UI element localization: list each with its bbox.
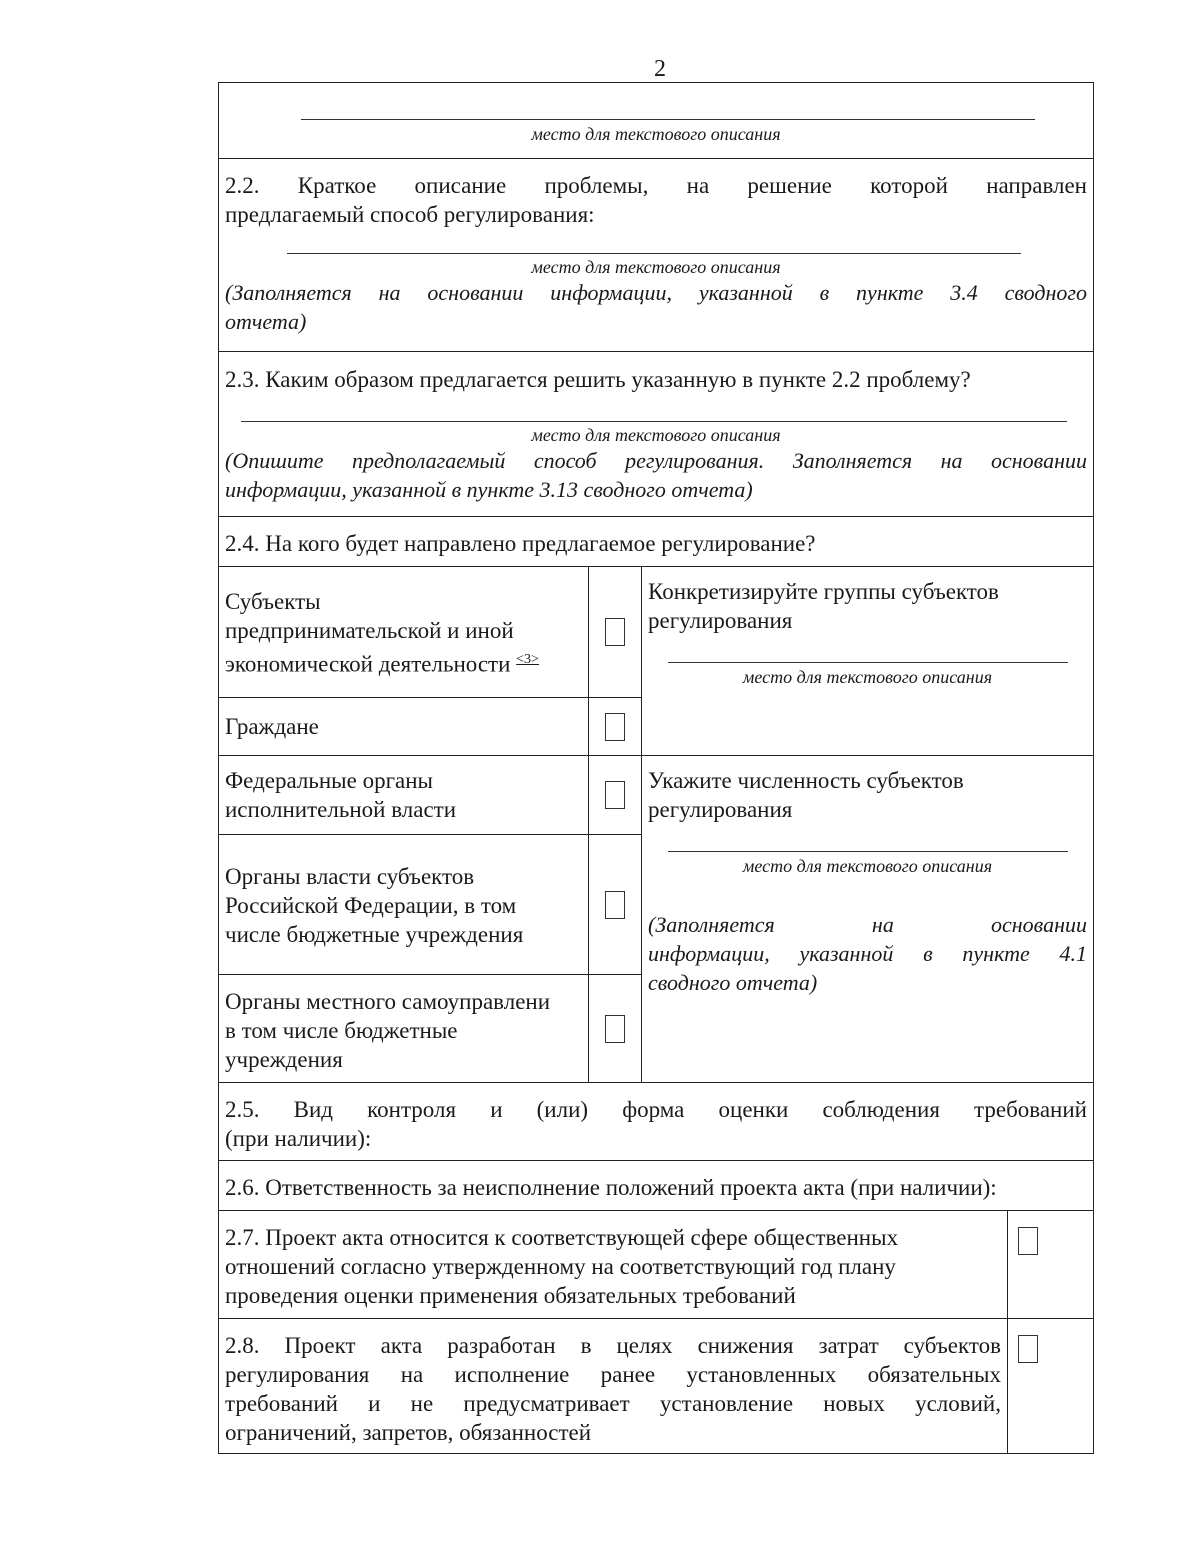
s23-note-line1: (Опишите предполагаемый способ регулирования. Заполняется на основании bbox=[225, 448, 1087, 473]
subject-federal bbox=[219, 756, 588, 835]
s22-note-line2: отчета) bbox=[225, 309, 307, 334]
s25-line2: (при наличии): bbox=[225, 1126, 372, 1151]
s27-line1: 2.7. Проект акта относится к соответствующей сфере общественных bbox=[225, 1225, 899, 1250]
count-note-line2: информации, указанной в пункте 4.1 bbox=[648, 941, 1087, 966]
checkbox-municipal[interactable] bbox=[605, 1015, 625, 1043]
checkbox-cell bbox=[1007, 1319, 1093, 1453]
checkbox-regional[interactable] bbox=[605, 891, 625, 919]
s28-line1: 2.8. Проект акта разработан в целях снижения затрат субъектов bbox=[225, 1333, 1001, 1358]
s23-note-line2: информации, указанной в пункте 3.13 сводного отчета) bbox=[225, 477, 753, 502]
checkbox-business[interactable] bbox=[605, 618, 625, 646]
s23-title: 2.3. Каким образом предлагается решить указанную в пункте 2.2 проблему? bbox=[225, 367, 971, 392]
row-2-2 bbox=[219, 159, 1093, 352]
placeholder-label: место для текстового описания bbox=[531, 124, 781, 144]
footnote-ref[interactable]: <3> bbox=[516, 652, 539, 667]
subject-regional bbox=[219, 835, 588, 975]
subject-label: Органы местного самоуправлени bbox=[225, 989, 551, 1014]
page-number: 2 bbox=[654, 56, 666, 82]
placeholder-label: место для текстового описания bbox=[531, 425, 781, 445]
checkbox-s27[interactable] bbox=[1018, 1227, 1038, 1255]
s24-title: 2.4. На кого будет направлено предлагаемое регулирование? bbox=[225, 531, 816, 556]
text-line[interactable] bbox=[241, 421, 1067, 422]
s27-line3: проведения оценки применения обязательных требований bbox=[225, 1283, 796, 1308]
s25-line1: 2.5. Вид контроля и (или) форма оценки соблюдения требований bbox=[225, 1097, 1087, 1122]
checkbox-cell bbox=[588, 835, 641, 975]
count-note-line3: сводного отчета) bbox=[648, 970, 818, 995]
s28-line2: регулирования на исполнение ранее установленных обязательных bbox=[225, 1362, 1001, 1387]
subject-label: Органы власти субъектов bbox=[225, 864, 475, 889]
checkbox-federal[interactable] bbox=[605, 781, 625, 809]
subject-label: в том числе бюджетные bbox=[225, 1018, 458, 1043]
count-label-line1: Укажите численность субъектов bbox=[648, 768, 964, 793]
groups-label-line1: Конкретизируйте группы субъектов bbox=[648, 579, 999, 604]
row-2-7 bbox=[219, 1211, 1093, 1319]
checkbox-cell bbox=[588, 698, 641, 756]
checkbox-s28[interactable] bbox=[1018, 1335, 1038, 1363]
subject-label: учреждения bbox=[225, 1047, 343, 1072]
text-line[interactable] bbox=[668, 662, 1068, 663]
count-cell bbox=[641, 756, 1093, 1082]
text-line[interactable] bbox=[287, 253, 1021, 254]
subjects-grid bbox=[219, 567, 1093, 1083]
subject-label: числе бюджетные учреждения bbox=[225, 922, 524, 947]
s28-line3: требований и не предусматривает установление новых условий, bbox=[225, 1391, 1001, 1416]
subject-label: Субъекты bbox=[225, 589, 321, 614]
row-2-5 bbox=[219, 1083, 1093, 1161]
count-label-line2: регулирования bbox=[648, 797, 793, 822]
placeholder-label: место для текстового описания bbox=[742, 667, 993, 687]
groups-label-line2: регулирования bbox=[648, 608, 793, 633]
checkbox-cell bbox=[588, 756, 641, 835]
subject-label: Граждане bbox=[225, 714, 319, 739]
text-line[interactable] bbox=[668, 851, 1068, 852]
s27-line2: отношений согласно утвержденному на соответствующий год плану bbox=[225, 1254, 896, 1279]
subject-label: исполнительной власти bbox=[225, 797, 457, 822]
subject-label: экономической деятельности bbox=[225, 651, 511, 677]
groups-cell bbox=[641, 567, 1093, 756]
checkbox-citizens[interactable] bbox=[605, 713, 625, 741]
s22-title-line2: предлагаемый способ регулирования: bbox=[225, 202, 595, 227]
checkbox-cell bbox=[588, 567, 641, 698]
row-2-1-tail bbox=[219, 83, 1093, 159]
subject-municipal bbox=[219, 975, 588, 1082]
count-note-line1: (Заполняется на основании bbox=[648, 912, 1087, 937]
subject-business bbox=[219, 567, 588, 698]
placeholder-label: место для текстового описания bbox=[742, 856, 993, 876]
row-2-3 bbox=[219, 352, 1093, 517]
placeholder-label: место для текстового описания bbox=[531, 257, 781, 277]
form-table bbox=[218, 82, 1094, 1454]
s22-note-line1: (Заполняется на основании информации, указанной в пункте 3.4 сводного bbox=[225, 280, 1087, 305]
text-line[interactable] bbox=[301, 119, 1035, 120]
row-2-6 bbox=[219, 1161, 1093, 1211]
subject-label: Российской Федерации, в том bbox=[225, 893, 517, 918]
row-2-8 bbox=[219, 1319, 1093, 1453]
checkbox-cell bbox=[1007, 1211, 1093, 1318]
s26-line1: 2.6. Ответственность за неисполнение положений проекта акта (при наличии): bbox=[225, 1175, 997, 1200]
subject-label: Федеральные органы bbox=[225, 768, 433, 793]
s28-line4: ограничений, запретов, обязанностей bbox=[225, 1420, 592, 1445]
subject-citizens bbox=[219, 698, 588, 756]
checkbox-cell bbox=[588, 975, 641, 1082]
row-2-4 bbox=[219, 517, 1093, 567]
subject-label: предпринимательской и иной bbox=[225, 618, 514, 643]
s22-title-line1: 2.2. Краткое описание проблемы, на решение которой направлен bbox=[225, 173, 1087, 198]
